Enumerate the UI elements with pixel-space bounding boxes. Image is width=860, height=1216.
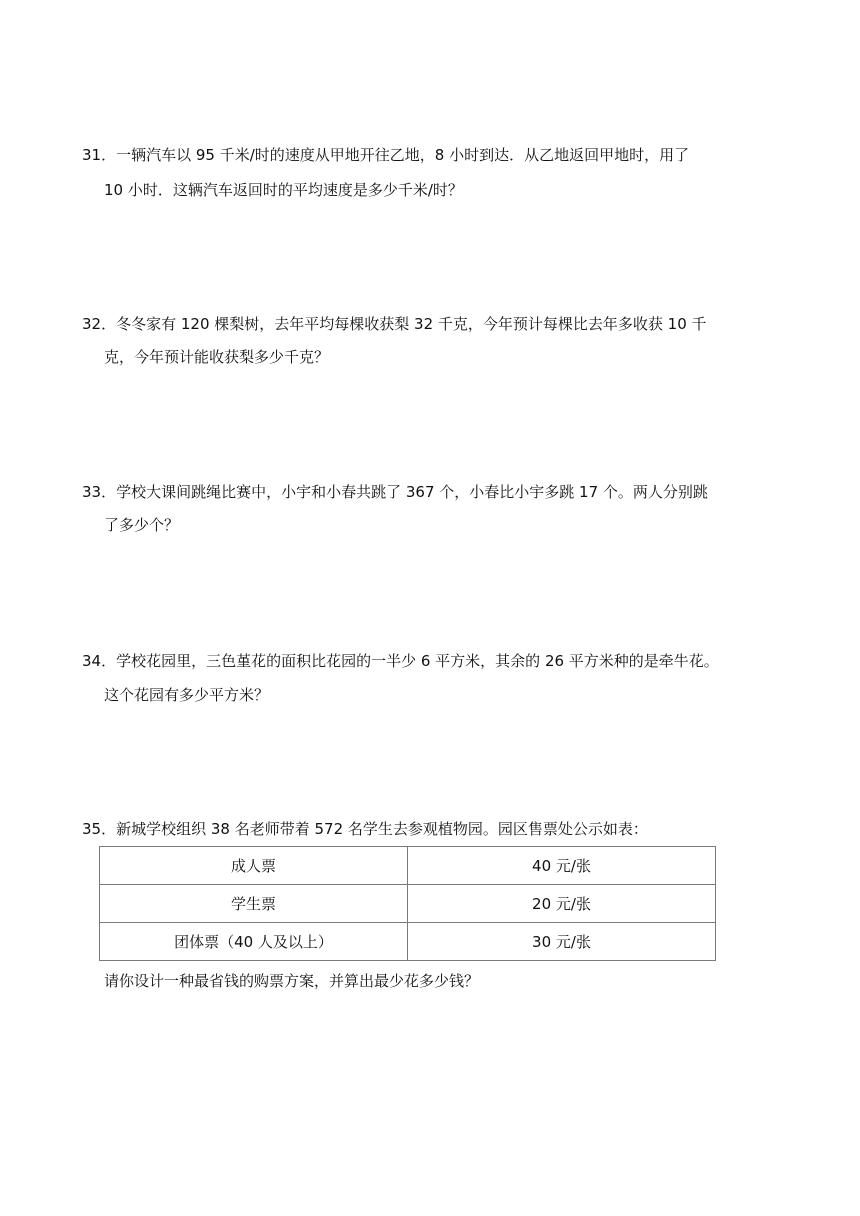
ticket-price-cell: 30 元/张 — [408, 923, 716, 961]
question-35-line-1: 35．新城学校组织 38 名老师带着 572 名学生去参观植物园。园区售票处公示如表： — [82, 820, 648, 838]
table-row — [100, 885, 716, 923]
ticket-type-cell: 团体票（40 人及以上） — [100, 923, 408, 961]
ticket-price-cell: 40 元/张 — [408, 847, 716, 885]
ticket-price-table — [99, 846, 716, 961]
question-34-line-2: 这个花园有多少平方米？ — [104, 686, 270, 704]
ticket-type-cell: 成人票 — [100, 847, 408, 885]
question-33-line-2: 了多少个？ — [104, 516, 180, 534]
ticket-type-cell: 学生票 — [100, 885, 408, 923]
ticket-price-cell: 20 元/张 — [408, 885, 716, 923]
question-32-line-1: 32．冬冬家有 120 棵梨树，去年平均每棵收获梨 32 千克，今年预计每棵比去年多收获 10 千 — [82, 315, 707, 333]
table-row — [100, 847, 716, 885]
question-32-line-2: 克，今年预计能收获梨多少千克？ — [104, 348, 330, 366]
table-row — [100, 923, 716, 961]
question-31-line-1: 31．一辆汽车以 95 千米/时的速度从甲地开往乙地，8 小时到达．从乙地返回甲地时，用了 — [82, 146, 690, 164]
question-34-line-1: 34．学校花园里，三色堇花的面积比花园的一半少 6 平方米，其余的 26 平方米种的是牵牛花。 — [82, 652, 719, 670]
question-33-line-1: 33．学校大课间跳绳比赛中，小宇和小春共跳了 367 个，小春比小宇多跳 17 个。两人分别跳 — [82, 483, 708, 501]
question-35-line-2: 请你设计一种最省钱的购票方案，并算出最少花多少钱？ — [104, 972, 480, 990]
question-31-line-2: 10 小时．这辆汽车返回时的平均速度是多少千米/时？ — [104, 181, 463, 199]
